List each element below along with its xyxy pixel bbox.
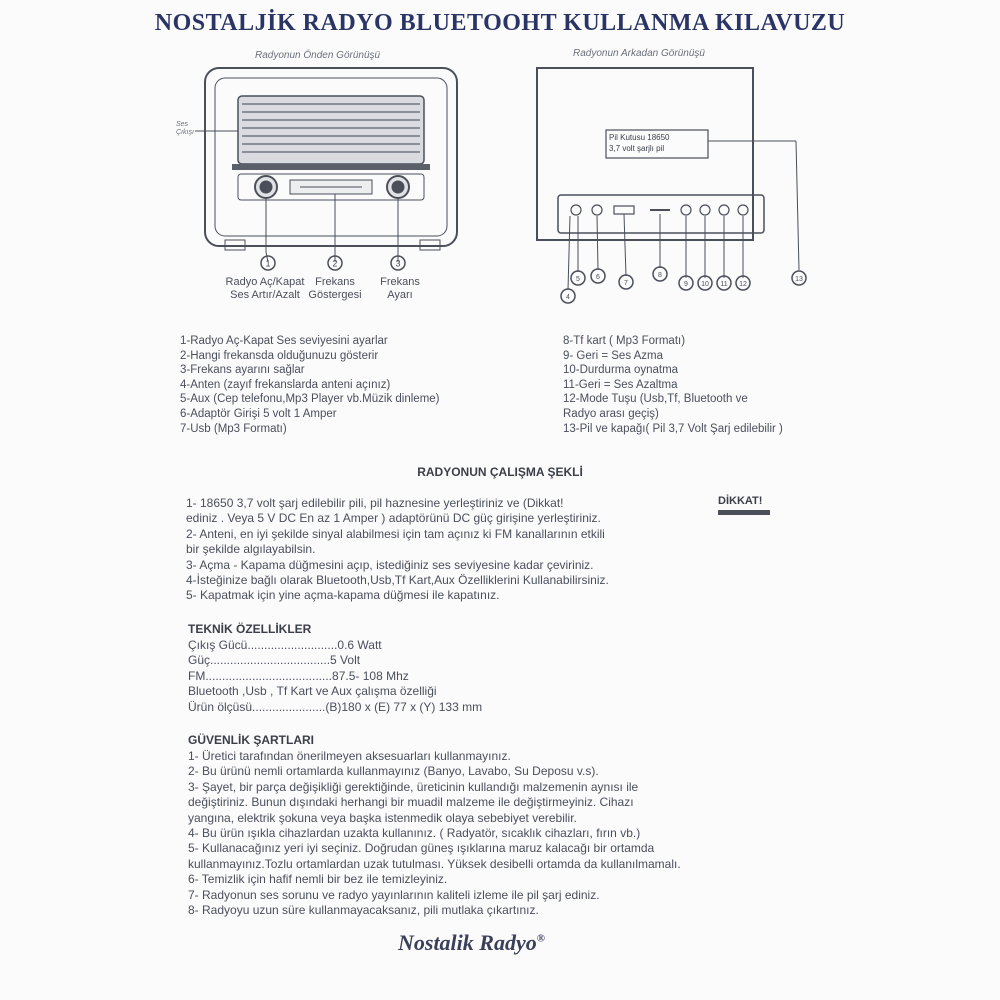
features-right-list <box>563 334 783 436</box>
list-item: 5- Kapatmak için yine açma-kapama düğmesi ile kapatınız. <box>186 588 500 603</box>
list-item: 3- Şayet, bir parça değişikliği gerektiğinde, üreticinin kullandığı malzemenin aynısı ile <box>188 779 639 794</box>
list-item: 1- Üretici tarafından önerilmeyen aksesuarları kullanmayınız. <box>188 749 511 763</box>
list-item: 11-Geri = Ses Azaltma <box>563 378 678 391</box>
back-callout-number: 9 <box>684 281 688 288</box>
table-row: FM......................................87.5- 108 Mhz <box>188 668 409 683</box>
list-item: 12-Mode Tuşu (Usb,Tf, Bluetooth ve <box>563 393 748 406</box>
back-callout-number: 6 <box>596 274 600 281</box>
list-item: 8-Tf kart ( Mp3 Formatı) <box>563 335 686 347</box>
front-view-caption: Radyonun Önden Görünüşü <box>255 50 381 61</box>
list-item: kullanmayınız.Tozlu ortamlardan uzak tutulması. Yüksek desibelli ortamda da kullanılmamalı. <box>188 856 681 871</box>
front-callout-number: 1 <box>265 258 271 269</box>
list-item: değiştiriniz. Bunun dışındaki herhangi bir muadil malzeme ile değiştirmeyiniz. Cihazı <box>188 795 634 810</box>
specs-extra-features: Bluetooth ,Usb , Tf Kart ve Aux çalışma özelliği <box>188 684 437 699</box>
list-item: 9- Geri = Ses Azma <box>563 349 664 362</box>
specs-table <box>188 638 482 715</box>
specs-heading: TEKNİK ÖZELLİKLER <box>188 622 312 636</box>
safety-heading: GÜVENLİK ŞARTLARI <box>188 733 314 747</box>
table-row: Çıkış Gücü...........................0.6 Watt <box>188 638 382 652</box>
list-item: 2- Bu ürünü nemli ortamlarda kullanmayınız (Banyo, Lavabo, Su Deposu v.s). <box>188 764 599 779</box>
brand-signature: Nostalik Radyo® <box>398 930 545 955</box>
list-item: 5-Aux (Cep telefonu,Mp3 Player vb.Müzik dinleme) <box>180 393 440 406</box>
working-heading: RADYONUN ÇALIŞMA ŞEKLİ <box>417 465 583 479</box>
back-callout-number: 8 <box>658 272 662 279</box>
battery-label-line-1: Pil Kutusu 18650 <box>609 133 670 142</box>
back-callout-number: 4 <box>566 294 570 301</box>
list-item: 2- Anteni, en iyi şekilde sinyal alabilmesi için tam açınız ki FM kanallarının etkili <box>186 526 605 541</box>
radio-diagrams <box>0 0 1000 320</box>
dikkat-note: DİKKAT! <box>718 495 763 507</box>
back-callout-number: 5 <box>576 276 580 283</box>
list-item: 4-Anten (zayıf frekanslarda anteni açınız) <box>180 378 391 391</box>
back-callout-number: 12 <box>739 281 747 288</box>
list-item: ediniz . Veya 5 V DC En az 1 Amper ) adaptörünü DC güç girişine yerleştiriniz. <box>186 511 601 526</box>
list-item: 5- Kullanacağınız yeri iyi seçiniz. Doğrudan güneş ışıklarına maruz kalacağı bir ortamda <box>188 841 655 856</box>
speaker-label: Ses Çıkışı <box>176 121 194 136</box>
safety-list <box>188 749 681 918</box>
front-radio-illustration <box>195 68 457 270</box>
list-item: 6-Adaptör Girişi 5 volt 1 Amper <box>180 407 337 420</box>
list-item: 3- Açma - Kapama düğmesini açıp, istediğiniz ses seviyesine kadar çeviriniz. <box>186 557 594 572</box>
front-label-1: Radyo Aç/Kapat Ses Artır/Azalt <box>225 276 305 301</box>
list-item: bir şekilde algılayabilsin. <box>186 542 316 557</box>
list-item: 10-Durdurma oynatma <box>563 364 679 377</box>
list-item: 1- 18650 3,7 volt şarj edilebilir pili, pil haznesine yerleştiriniz ve (Dikkat! <box>186 496 564 510</box>
list-item: 4- Bu ürün ışıkla cihazlardan uzakta kullanınız. ( Radyatör, sıcaklık cihazları, fırın vb.) <box>188 826 641 841</box>
back-radio-illustration <box>537 68 806 303</box>
list-item: 3-Frekans ayarını sağlar <box>180 364 305 377</box>
list-item: 4-İsteğinize bağlı olarak Bluetooth,Usb,Tf Kart,Aux Özelliklerini Kullanabilirsiniz. <box>186 573 609 588</box>
back-callout-number: 7 <box>624 280 628 287</box>
list-item: 7- Radyonun ses sorunu ve radyo yayınlarının kaliteli izleme ile pil şarj ediniz. <box>188 887 600 902</box>
working-steps <box>186 496 609 604</box>
list-item: 7-Usb (Mp3 Formatı) <box>180 422 287 435</box>
table-row: Güç....................................5 Volt <box>188 653 361 668</box>
back-callout-number: 10 <box>701 281 709 288</box>
battery-label-line-2: 3,7 volt şarjlı pil <box>609 144 665 153</box>
list-item: yangına, elektrik şokuna veya başka istenmedik olaya sebebiyet verebilir. <box>188 810 577 825</box>
back-callout-number: 11 <box>720 281 728 288</box>
list-item: 1-Radyo Aç-Kapat Ses seviyesini ayarlar <box>180 335 388 347</box>
front-callout-number: 3 <box>395 258 401 269</box>
list-item: 2-Hangi frekansda olduğunuzu gösterir <box>180 349 379 362</box>
specs-product-size: Ürün ölçüsü......................(B)180 x (E) 77 x (Y) 133 mm <box>188 699 483 714</box>
document-title: NOSTALJİK RADYO BLUETOOHT KULLANMA KILAVUZU <box>154 10 846 36</box>
list-item: 13-Pil ve kapağı( Pil 3,7 Volt Şarj edilebilir ) <box>563 422 783 435</box>
list-item: 8- Radyoyu uzun süre kullanmayacaksanız, pili mutlaka çıkartınız. <box>188 903 539 918</box>
front-label-3: Frekans Ayarı <box>380 276 420 301</box>
front-label-2: Frekans Göstergesi <box>308 276 362 301</box>
list-item: 6- Temizlik için hafif nemli bir bez ile temizleyiniz. <box>188 872 448 887</box>
features-left-list <box>180 334 440 436</box>
list-item: Radyo arası geçiş) <box>563 407 659 420</box>
front-callout-number: 2 <box>332 258 338 269</box>
dikkat-arrow-icon <box>718 510 770 515</box>
back-view-caption: Radyonun Arkadan Görünüşü <box>573 48 705 59</box>
back-callout-number: 13 <box>795 276 803 283</box>
